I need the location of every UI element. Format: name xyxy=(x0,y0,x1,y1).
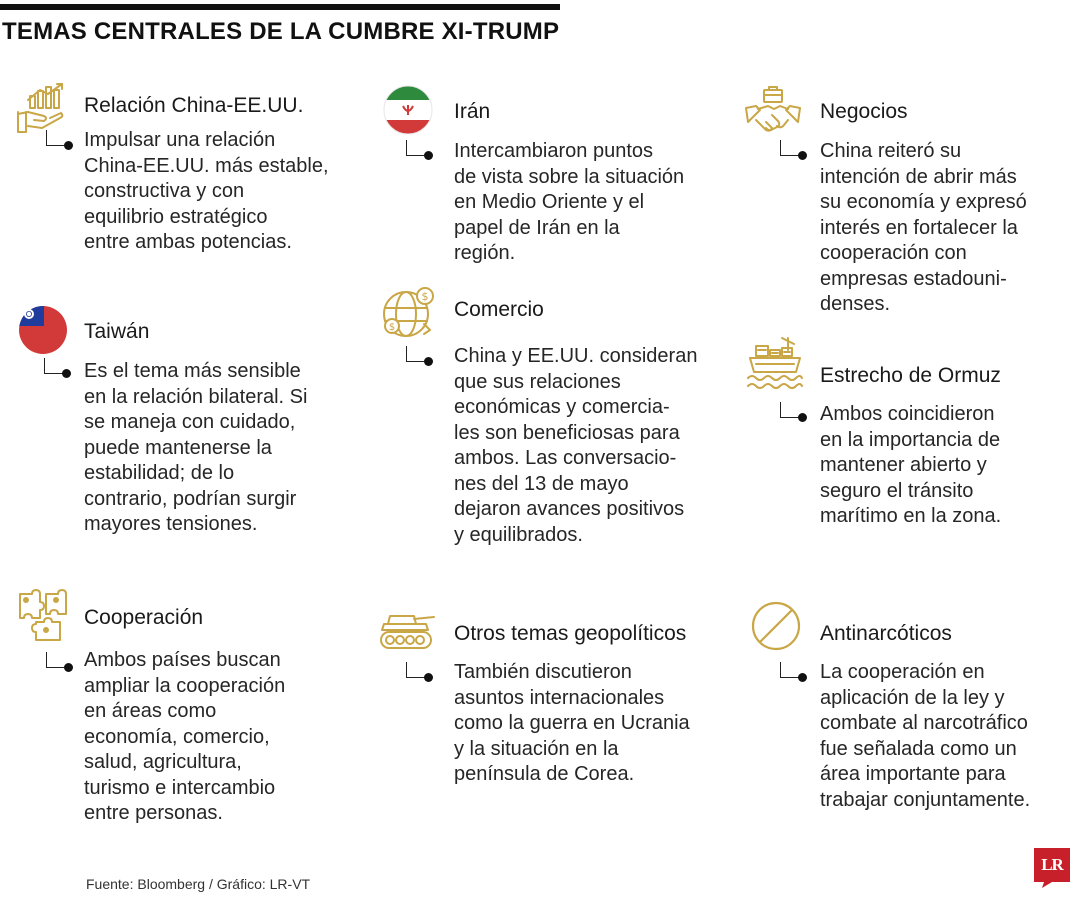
topic-heading: Relación China-EE.UU. xyxy=(84,94,304,117)
topic-heading: Comercio xyxy=(454,298,544,321)
topic-estrecho-de-ormuz xyxy=(746,336,1076,536)
topic-negocios xyxy=(744,82,1074,322)
topic-otros-temas-geopoliticos xyxy=(378,600,738,800)
puzzle-cooperation-icon xyxy=(14,588,72,646)
topic-heading: Taiwán xyxy=(84,320,150,343)
topic-heading: Negocios xyxy=(820,100,908,123)
topic-description: Es el tema más sensible en la relación bilateral. Si se maneja con cuidado, puede mantenerse la estabilidad; de lo contrario, podrían surgir mayores tensiones. xyxy=(84,360,308,535)
topic-description: China y EE.UU. consideran que sus relaciones económicas y comercia- les son beneficiosas para ambos. Las conversacio- nes del 13 de mayo dejaron avances positivos y equilibrados. xyxy=(454,345,698,546)
topic-description: Impulsar una relación China-EE.UU. más estable, constructiva y con equilibrio estratégico entre ambas potencias. xyxy=(84,129,329,253)
lr-logo xyxy=(1034,848,1070,888)
topic-iran xyxy=(382,82,722,282)
topic-description: La cooperación en aplicación de la ley y combate al narcotráfico fue señalada como un área importante para trabajar conjuntamente. xyxy=(820,661,1031,811)
topic-taiwan xyxy=(14,302,354,552)
bullet-connector xyxy=(780,140,806,156)
topic-description: Ambos países buscan ampliar la cooperación en áreas como economía, comercio, salud, agricultura, turismo e intercambio entre personas. xyxy=(84,649,286,824)
topic-comercio xyxy=(380,284,730,554)
iran-flag-icon xyxy=(382,82,440,140)
business-handshake-icon xyxy=(744,82,802,140)
lr-logo-text: LR xyxy=(1041,855,1063,874)
topic-heading: Antinarcóticos xyxy=(820,622,952,645)
svg-text:$: $ xyxy=(388,322,396,333)
prohibited-icon xyxy=(748,600,806,658)
svg-text:$: $ xyxy=(421,290,429,303)
bullet-connector xyxy=(406,346,432,362)
page-title: TEMAS CENTRALES DE LA CUMBRE XI-TRUMP xyxy=(2,18,560,45)
topic-heading: Cooperación xyxy=(84,606,204,629)
cargo-ship-icon xyxy=(746,336,804,394)
bullet-connector xyxy=(406,662,432,678)
topic-antinarcoticos xyxy=(748,600,1076,820)
topic-heading: Estrecho de Ormuz xyxy=(820,364,1001,387)
topic-description: También discutieron asuntos internacionales como la guerra en Ucrania y la situación en la península de Corea. xyxy=(454,661,690,785)
bullet-connector xyxy=(46,130,72,146)
bullet-connector xyxy=(780,662,806,678)
topic-cooperacion xyxy=(14,588,354,838)
topic-description: China reiteró su intención de abrir más su economía y expresó interés en fortalecer la cooperación con empresas estadouni- denses. xyxy=(820,140,1027,315)
topic-relacion-china-eeuu xyxy=(14,82,354,282)
topic-description: Intercambiaron puntos de vista sobre la situación en Medio Oriente y el papel de Irán en la región. xyxy=(454,140,685,264)
bullet-connector xyxy=(46,652,72,668)
top-rule xyxy=(0,4,560,10)
global-trade-icon xyxy=(380,284,438,342)
topic-heading: Irán xyxy=(454,100,491,123)
source-footer: Fuente: Bloomberg / Gráfico: LR-VT xyxy=(86,876,311,892)
topic-heading: Otros temas geopolíticos xyxy=(454,622,687,645)
bullet-connector xyxy=(44,358,70,374)
bullet-connector xyxy=(406,140,432,156)
bullet-connector xyxy=(780,402,806,418)
taiwan-flag-icon xyxy=(14,302,72,360)
topic-description: Ambos coincidieron en la importancia de mantener abierto y seguro el tránsito marítimo en la zona. xyxy=(820,403,1002,527)
tank-icon xyxy=(378,600,436,658)
